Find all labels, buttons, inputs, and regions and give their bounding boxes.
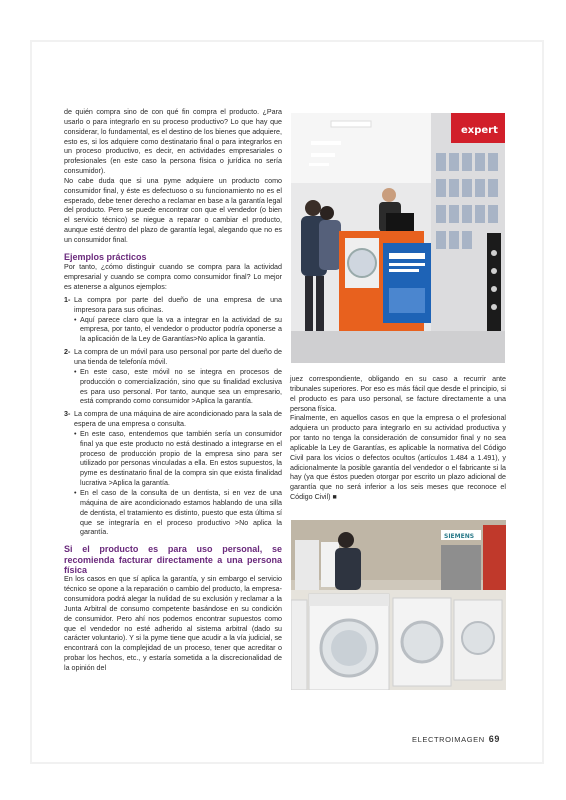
end-mark-icon: ■ xyxy=(332,494,337,502)
intro-paragraph-1: de quién compra sino de con qué fin compra el producto. ¿Para usarlo o para integrarlo en su proceso productivo? Lo que hay que considerar, lo fundamental, es el destino de los bienes que adquiere, esto es, si los adquiere como destinatario final o para integrarlos en un proceso productivo, es decir, en actividades empresariales o profesionales (en este caso la persona física o jurídica no sería consumidor). xyxy=(64,108,282,176)
list-subitem xyxy=(74,489,282,538)
list-number: 2- xyxy=(64,348,71,357)
list-text: La compra de un móvil para uso personal por parte del dueño de una tienda de telefonía móvil. xyxy=(74,348,282,366)
final-paragraph xyxy=(290,414,506,503)
list-text: La compra por parte del dueño de una empresa de una impresora para sus oficinas. xyxy=(74,295,282,314)
bullet-icon: • xyxy=(74,315,77,324)
examples-intro: Por tanto, ¿cómo distinguir cuando se compra para la actividad empresarial y cuando se compra como consumidor final? Lo mejor es atenerse a algunos ejemplos: xyxy=(64,263,282,292)
list-subitem xyxy=(74,316,282,346)
store-counter-photo xyxy=(291,113,505,363)
appliance-sign-text: SIEMENS xyxy=(444,533,475,540)
subitem-text: En este caso, este móvil no se integra en procesos de producción o comercialización, sino que su finalidad exclusiva es para uso personal. Por tanto, aunque sea un empresario, está comprando como consumidor >Aplica la garantía. xyxy=(80,367,282,406)
subitem-text: Aquí parece claro que la va a integrar en la actividad de su empresa, por tanto, el vendedor o productor podría oponerse a la aplicación de la Ley de Garantías>No aplica la garantía. xyxy=(80,315,282,344)
bullet-icon: • xyxy=(74,429,77,438)
appliances-photo xyxy=(291,520,506,690)
list-number: 3- xyxy=(64,410,71,419)
intro-paragraph-2: No cabe duda que si una pyme adquiere un producto como consumidor final, y éste es defectuoso o su funcionamiento no es el esperado, debe tener derecho a reclamar en base a la garantía legal del producto. Pero se puede encontrar con que el vendedor (o bien el servicio técnico) se niegue a reparar o cambiar el producto, aunque esté dentro del plazo de garantía legal, alegando que no es un consumidor final. xyxy=(64,176,282,244)
bullet-icon: • xyxy=(74,488,77,497)
continuation-paragraph: juez correspondiente, obligando en su caso a recurrir ante tribunales superiores. Por eso es más fácil que desde el principio, si el producto es para uso personal, se facture directamente a una persona física. xyxy=(290,375,506,413)
list-item xyxy=(64,296,282,316)
invoice-paragraph: En los casos en que sí aplica la garantía, y sin embargo el servicio técnico se opone a la reparación o cambio del producto, la empresa-consumidora podrá alegar la nulidad de su exclusión y reclamar a la Junta Arbitral de consumo competente basándose en su condición de consumidor. Pero ahí nos podemos encontrar supuestos como que el vendedor no esté adherido al sistema arbitral (dado su carácter voluntario). Y si la pyme tiene que acudir a la vía judicial, se encontrará con la complejidad de un proceso, tener que acreditar o probar los hechos, etc., y estaría sometida a la discrecionalidad de la opinión del xyxy=(64,575,282,672)
list-item xyxy=(64,348,282,368)
subitem-text: En este caso, entendemos que también sería un consumidor final ya que este producto no está destinado a integrarse en el proceso de producción propio de la empresa sino para ser utilizado por personas vinculadas a ella. En estos supuestos, la pyme es destinatario final de la compra sin que exista finalidad lucrativa >Aplica la garantía. xyxy=(80,429,282,488)
magazine-name: ELECTROIMAGEN xyxy=(411,735,485,744)
final-paragraph-text: Finalmente, en aquellos casos en que la empresa o el profesional adquiera un producto para integrarlo en su actividad productiva y por tanto no tenga la consideración de consumidor final y no sea aplicable la Ley de Garantías, es aplicable la normativa del Código Civil para los vicios o defectos ocultos (artículos 1.484 a 1.491), y adicionalmente la posible garantía del vendedor o el fabricante si la hay (ya que éstos pueden otorgar por escrito un plazo adicional de garantía que no será inferior a los seis meses que reconoce el Código Civil) xyxy=(290,414,506,502)
right-column xyxy=(290,375,506,503)
heading-examples: Ejemplos prácticos xyxy=(64,251,147,262)
bullet-icon: • xyxy=(74,367,77,376)
heading-invoice: Si el producto es para uso personal, se recomienda facturar directamente a una persona física xyxy=(64,544,282,575)
list-number: 1- xyxy=(64,295,71,304)
list-subitem xyxy=(74,430,282,489)
left-column xyxy=(64,108,282,674)
list-subitem xyxy=(74,368,282,407)
list-item xyxy=(64,410,282,430)
store-sign-text: expert xyxy=(461,125,498,136)
page-footer xyxy=(412,734,500,744)
subitem-text: En el caso de la consulta de un dentista, si en vez de una máquina de aire acondicionado estamos hablando de una silla de dentista, el tratamiento es distinto, puesto que esta última sí que se integraría en el proceso productivo >No aplica la garantía. xyxy=(80,488,282,537)
page-number: 69 xyxy=(488,734,500,744)
list-text: La compra de una máquina de aire acondicionado para la sala de espera de una empresa o consulta. xyxy=(74,410,282,429)
